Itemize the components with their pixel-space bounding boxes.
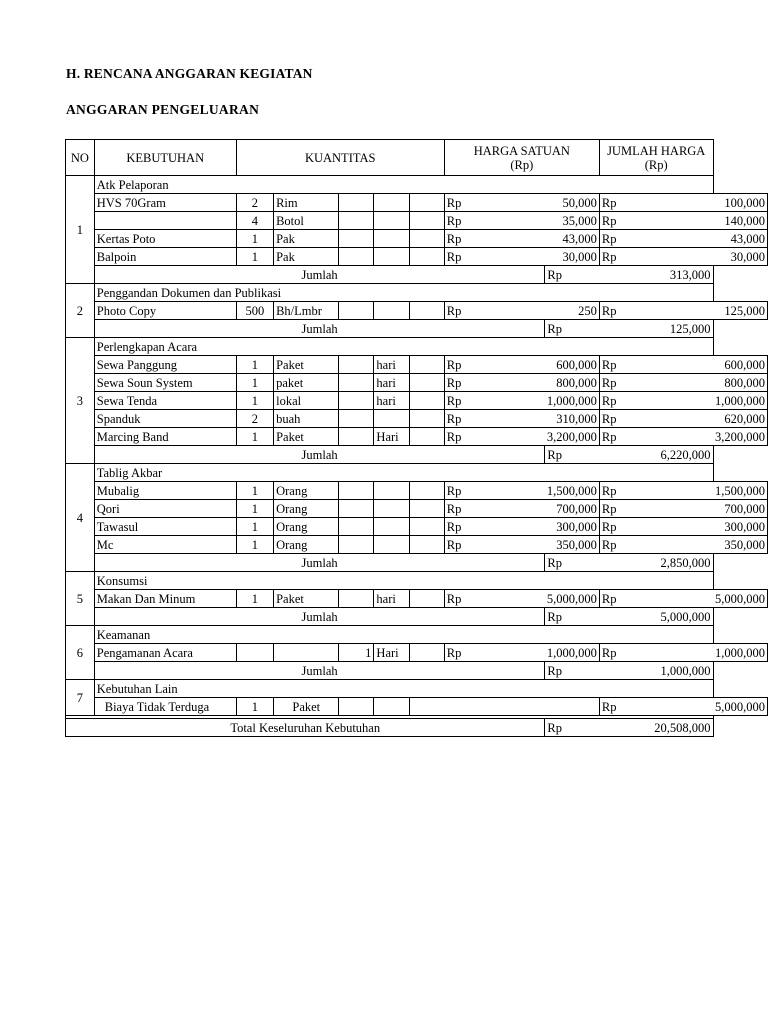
total-currency: Rp bbox=[599, 248, 713, 266]
item-blank bbox=[374, 698, 410, 716]
subtotal-value: 5,000,000 bbox=[599, 608, 713, 626]
item-qty: 2 bbox=[236, 410, 273, 428]
total-currency: Rp bbox=[599, 194, 713, 212]
total-currency: Rp bbox=[599, 356, 713, 374]
item-qty: 2 bbox=[236, 194, 273, 212]
table-row bbox=[66, 644, 768, 662]
item-unit: Bh/Lmbr bbox=[274, 302, 339, 320]
item-qty: 1 bbox=[236, 500, 273, 518]
item-multiplier bbox=[339, 392, 374, 410]
item-multiplier bbox=[339, 590, 374, 608]
section-title-row bbox=[66, 572, 768, 590]
row-total: 100,000 bbox=[713, 194, 768, 212]
item-blank bbox=[410, 194, 445, 212]
section-title-row bbox=[66, 284, 768, 302]
subtotal-value: 2,850,000 bbox=[599, 554, 713, 572]
row-total: 1,000,000 bbox=[713, 392, 768, 410]
unit-price: 800,000 bbox=[545, 374, 600, 392]
subtotal-currency: Rp bbox=[545, 554, 600, 572]
subtotal-value: 6,220,000 bbox=[599, 446, 713, 464]
subtotal-currency: Rp bbox=[545, 446, 600, 464]
unit-price: 1,000,000 bbox=[545, 392, 600, 410]
section-title: Perlengkapan Acara bbox=[94, 338, 713, 356]
item-name: Kertas Poto bbox=[94, 230, 236, 248]
item-name: Spanduk bbox=[94, 410, 236, 428]
item-blank bbox=[410, 392, 445, 410]
item-name: Sewa Soun System bbox=[94, 374, 236, 392]
unit-price: 350,000 bbox=[545, 536, 600, 554]
section-number: 5 bbox=[66, 572, 95, 626]
item-multiplier bbox=[339, 482, 374, 500]
total-currency: Rp bbox=[599, 392, 713, 410]
subtotal-row bbox=[66, 266, 768, 284]
row-total: 43,000 bbox=[713, 230, 768, 248]
price-currency: Rp bbox=[444, 518, 545, 536]
row-total: 300,000 bbox=[713, 518, 768, 536]
unit-price: 250 bbox=[545, 302, 600, 320]
item-multiplier bbox=[339, 410, 374, 428]
price-currency: Rp bbox=[444, 392, 545, 410]
table-row bbox=[66, 518, 768, 536]
item-per bbox=[374, 500, 410, 518]
price-currency: Rp bbox=[444, 644, 545, 662]
table-row bbox=[66, 410, 768, 428]
item-unit: Botol bbox=[274, 212, 339, 230]
section-title: Penggandan Dokumen dan Publikasi bbox=[94, 284, 713, 302]
total-currency: Rp bbox=[599, 230, 713, 248]
section-number: 3 bbox=[66, 338, 95, 464]
item-qty: 1 bbox=[236, 518, 273, 536]
unit-price: 5,000,000 bbox=[545, 590, 600, 608]
item-per bbox=[374, 194, 410, 212]
item-unit: Paket bbox=[274, 590, 339, 608]
item-qty: 1 bbox=[236, 230, 273, 248]
item-multiplier bbox=[339, 194, 374, 212]
price-currency: Rp bbox=[444, 212, 545, 230]
section-title: Kebutuhan Lain bbox=[94, 680, 713, 698]
total-currency: Rp bbox=[599, 698, 713, 716]
subtotal-currency: Rp bbox=[545, 320, 600, 338]
item-qty: 1 bbox=[236, 482, 273, 500]
row-total: 1,000,000 bbox=[713, 644, 768, 662]
unit-price: 1,000,000 bbox=[545, 644, 600, 662]
item-per: Hari bbox=[374, 428, 410, 446]
section-title-row bbox=[66, 176, 768, 194]
item-multiplier bbox=[339, 374, 374, 392]
subtotal-value: 313,000 bbox=[599, 266, 713, 284]
item-unit: paket bbox=[274, 374, 339, 392]
item-qty: 4 bbox=[236, 212, 273, 230]
item-unit: Pak bbox=[274, 230, 339, 248]
row-total: 140,000 bbox=[713, 212, 768, 230]
subtotal-currency: Rp bbox=[545, 662, 600, 680]
unit-price: 35,000 bbox=[545, 212, 600, 230]
row-total: 3,200,000 bbox=[713, 428, 768, 446]
unit-price: 3,200,000 bbox=[545, 428, 600, 446]
item-blank bbox=[410, 482, 445, 500]
table-row bbox=[66, 500, 768, 518]
item-blank bbox=[410, 410, 445, 428]
item-per bbox=[374, 230, 410, 248]
item-qty bbox=[236, 644, 273, 662]
table-row bbox=[66, 374, 768, 392]
unit-price: 50,000 bbox=[545, 194, 600, 212]
section-title: Atk Pelaporan bbox=[94, 176, 713, 194]
unit-price: 43,000 bbox=[545, 230, 600, 248]
item-name: Mubalig bbox=[94, 482, 236, 500]
total-currency: Rp bbox=[599, 374, 713, 392]
header-jumlah-harga-label: JUMLAH HARGA bbox=[607, 143, 706, 158]
header-kebutuhan: KEBUTUHAN bbox=[94, 140, 236, 176]
item-per: hari bbox=[374, 392, 410, 410]
item-multiplier bbox=[339, 518, 374, 536]
total-currency: Rp bbox=[599, 644, 713, 662]
item-unit: Orang bbox=[274, 500, 339, 518]
table-row bbox=[66, 590, 768, 608]
item-name: Balpoin bbox=[94, 248, 236, 266]
item-name: Biaya Tidak Terduga bbox=[94, 698, 236, 716]
item-unit: Orang bbox=[274, 482, 339, 500]
item-qty: 500 bbox=[236, 302, 273, 320]
item-name: Mc bbox=[94, 536, 236, 554]
item-unit: lokal bbox=[274, 392, 339, 410]
item-blank bbox=[410, 500, 445, 518]
section-number: 1 bbox=[66, 176, 95, 284]
item-multiplier bbox=[339, 356, 374, 374]
item-blank bbox=[410, 356, 445, 374]
section-number: 6 bbox=[66, 626, 95, 680]
subtotal-label: Jumlah bbox=[94, 320, 545, 338]
item-multiplier bbox=[339, 230, 374, 248]
price-currency: Rp bbox=[444, 248, 545, 266]
price-currency: Rp bbox=[444, 356, 545, 374]
item-multiplier bbox=[339, 500, 374, 518]
item-per bbox=[374, 536, 410, 554]
table-row bbox=[66, 302, 768, 320]
item-name bbox=[94, 212, 236, 230]
item-name: Qori bbox=[94, 500, 236, 518]
subtotal-row bbox=[66, 554, 768, 572]
price-currency: Rp bbox=[444, 500, 545, 518]
row-total: 350,000 bbox=[713, 536, 768, 554]
unit-price: 600,000 bbox=[545, 356, 600, 374]
item-blank bbox=[410, 302, 445, 320]
grand-total-label: Total Keseluruhan Kebutuhan bbox=[66, 719, 545, 737]
row-total: 1,500,000 bbox=[713, 482, 768, 500]
item-name: Makan Dan Minum bbox=[94, 590, 236, 608]
table-row bbox=[66, 212, 768, 230]
row-total: 600,000 bbox=[713, 356, 768, 374]
table-row bbox=[66, 230, 768, 248]
price-currency: Rp bbox=[444, 536, 545, 554]
header-harga-satuan bbox=[444, 140, 599, 176]
table-header-row bbox=[66, 140, 768, 176]
item-blank bbox=[410, 518, 445, 536]
item-unit: buah bbox=[274, 410, 339, 428]
table-row bbox=[66, 698, 768, 716]
subtotal-label: Jumlah bbox=[94, 266, 545, 284]
item-per: hari bbox=[374, 590, 410, 608]
item-name: Pengamanan Acara bbox=[94, 644, 236, 662]
header-kuantitas: KUANTITAS bbox=[236, 140, 444, 176]
item-per bbox=[374, 248, 410, 266]
total-currency: Rp bbox=[599, 590, 713, 608]
section-number: 7 bbox=[66, 680, 95, 716]
document-heading: H. RENCANA ANGGARAN KEGIATAN bbox=[66, 66, 313, 81]
subtotal-label: Jumlah bbox=[94, 554, 545, 572]
total-currency: Rp bbox=[599, 212, 713, 230]
item-qty: 1 bbox=[236, 590, 273, 608]
item-unit: Paket bbox=[274, 356, 339, 374]
price-currency: Rp bbox=[444, 590, 545, 608]
row-total: 30,000 bbox=[713, 248, 768, 266]
subtotal-row bbox=[66, 446, 768, 464]
item-qty: 1 bbox=[236, 536, 273, 554]
item-multiplier bbox=[339, 302, 374, 320]
price-currency: Rp bbox=[444, 410, 545, 428]
subtotal-label: Jumlah bbox=[94, 608, 545, 626]
total-currency: Rp bbox=[599, 302, 713, 320]
price-currency: Rp bbox=[444, 428, 545, 446]
unit-price: 30,000 bbox=[545, 248, 600, 266]
item-multiplier bbox=[339, 212, 374, 230]
price-currency: Rp bbox=[444, 302, 545, 320]
item-per: Hari bbox=[374, 644, 410, 662]
section-title-row bbox=[66, 464, 768, 482]
unit-price: 1,500,000 bbox=[545, 482, 600, 500]
item-blank bbox=[339, 698, 374, 716]
grand-total-currency: Rp bbox=[545, 719, 600, 737]
unit-price: 310,000 bbox=[545, 410, 600, 428]
item-per: hari bbox=[374, 356, 410, 374]
item-per bbox=[374, 518, 410, 536]
item-unit bbox=[274, 644, 339, 662]
item-blank bbox=[410, 374, 445, 392]
section-number: 2 bbox=[66, 284, 95, 338]
item-multiplier bbox=[339, 428, 374, 446]
row-total: 125,000 bbox=[713, 302, 768, 320]
item-blank bbox=[410, 590, 445, 608]
price-currency: Rp bbox=[444, 374, 545, 392]
item-blank bbox=[410, 212, 445, 230]
section-title: Konsumsi bbox=[94, 572, 713, 590]
row-total: 5,000,000 bbox=[713, 590, 768, 608]
item-multiplier: 1 bbox=[339, 644, 374, 662]
total-currency: Rp bbox=[599, 428, 713, 446]
table-row bbox=[66, 194, 768, 212]
subtotal-value: 1,000,000 bbox=[599, 662, 713, 680]
item-unit: Orang bbox=[274, 536, 339, 554]
total-currency: Rp bbox=[599, 410, 713, 428]
row-total: 5,000,000 bbox=[713, 698, 768, 716]
grand-total-value: 20,508,000 bbox=[599, 719, 713, 737]
section-title-row bbox=[66, 338, 768, 356]
item-name: Marcing Band bbox=[94, 428, 236, 446]
item-qty: 1 bbox=[236, 392, 273, 410]
header-jumlah-harga-unit: (Rp) bbox=[644, 157, 668, 172]
item-qty: 1 bbox=[236, 428, 273, 446]
total-currency: Rp bbox=[599, 536, 713, 554]
total-currency: Rp bbox=[599, 482, 713, 500]
item-blank bbox=[410, 536, 445, 554]
price-currency: Rp bbox=[444, 230, 545, 248]
item-name: Tawasul bbox=[94, 518, 236, 536]
subtotal-currency: Rp bbox=[545, 608, 600, 626]
section-title-row bbox=[66, 626, 768, 644]
subtotal-row bbox=[66, 320, 768, 338]
item-per bbox=[374, 410, 410, 428]
item-blank bbox=[410, 698, 600, 716]
item-unit: Orang bbox=[274, 518, 339, 536]
table-row bbox=[66, 392, 768, 410]
item-unit: Paket bbox=[274, 428, 339, 446]
item-unit: Paket bbox=[274, 698, 339, 716]
item-name: Sewa Tenda bbox=[94, 392, 236, 410]
grand-total-row bbox=[66, 719, 768, 737]
item-per: hari bbox=[374, 374, 410, 392]
unit-price: 700,000 bbox=[545, 500, 600, 518]
item-qty: 1 bbox=[236, 248, 273, 266]
row-total: 620,000 bbox=[713, 410, 768, 428]
total-currency: Rp bbox=[599, 518, 713, 536]
table-row bbox=[66, 356, 768, 374]
item-unit: Pak bbox=[274, 248, 339, 266]
item-qty: 1 bbox=[236, 356, 273, 374]
item-multiplier bbox=[339, 248, 374, 266]
subtotal-currency: Rp bbox=[545, 266, 600, 284]
budget-table bbox=[65, 139, 768, 737]
subtotal-row bbox=[66, 662, 768, 680]
row-total: 700,000 bbox=[713, 500, 768, 518]
table-row bbox=[66, 536, 768, 554]
item-blank bbox=[410, 644, 445, 662]
item-per bbox=[374, 302, 410, 320]
item-multiplier bbox=[339, 536, 374, 554]
item-blank bbox=[410, 428, 445, 446]
table-row bbox=[66, 482, 768, 500]
table-row bbox=[66, 248, 768, 266]
price-currency: Rp bbox=[444, 482, 545, 500]
unit-price: 300,000 bbox=[545, 518, 600, 536]
item-per bbox=[374, 212, 410, 230]
subtotal-row bbox=[66, 608, 768, 626]
item-unit: Rim bbox=[274, 194, 339, 212]
subtotal-value: 125,000 bbox=[599, 320, 713, 338]
table-row bbox=[66, 428, 768, 446]
section-title: Keamanan bbox=[94, 626, 713, 644]
header-harga-satuan-label: HARGA SATUAN bbox=[473, 143, 570, 158]
subtotal-label: Jumlah bbox=[94, 662, 545, 680]
item-name: HVS 70Gram bbox=[94, 194, 236, 212]
section-title: Tablig Akbar bbox=[94, 464, 713, 482]
item-blank bbox=[410, 248, 445, 266]
subtotal-label: Jumlah bbox=[94, 446, 545, 464]
row-total: 800,000 bbox=[713, 374, 768, 392]
item-per bbox=[374, 482, 410, 500]
header-harga-satuan-unit: (Rp) bbox=[510, 157, 534, 172]
item-qty: 1 bbox=[236, 374, 273, 392]
price-currency: Rp bbox=[444, 194, 545, 212]
item-blank bbox=[410, 230, 445, 248]
section-number: 4 bbox=[66, 464, 95, 572]
section-title-row bbox=[66, 680, 768, 698]
header-no: NO bbox=[66, 140, 95, 176]
budget-subheading: ANGGARAN PENGELUARAN bbox=[66, 102, 260, 117]
header-jumlah-harga bbox=[599, 140, 713, 176]
item-name: Photo Copy bbox=[94, 302, 236, 320]
item-qty: 1 bbox=[236, 698, 273, 716]
item-name: Sewa Panggung bbox=[94, 356, 236, 374]
total-currency: Rp bbox=[599, 500, 713, 518]
